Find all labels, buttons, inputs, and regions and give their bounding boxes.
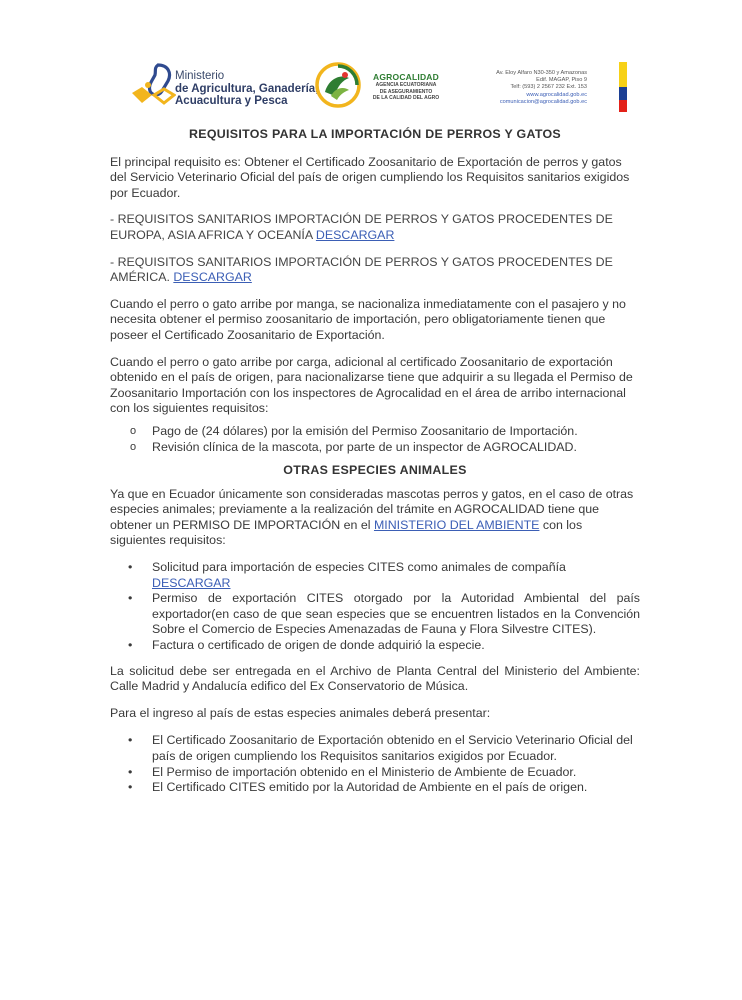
arrival-by-sleeve-paragraph: Cuando el perro o gato arribe por manga, se nacionaliza inmediatamente con el pasajero y no necesita obtener el permiso zoosanitario de importación, pero obligatoriamente tienen que poseer el Certificado Zoosanitario de Exportación. [110,296,626,342]
bullet-icon: • [128,764,133,779]
ecuador-flag-icon [619,62,627,112]
list-item [128,560,640,591]
agency-subtitle-1: AGENCIA ECUATORIANA [375,82,437,88]
ministry-environment-link[interactable]: MINISTERIO DEL AMBIENTE [373,517,540,532]
contact-address: Av. Eloy Alfaro N30-350 y Amazonas [496,70,587,76]
bullet-icon: • [128,638,133,653]
ministry-line-2: de Agricultura, Ganadería, [175,82,319,95]
list-item [130,440,640,456]
cites-export-permit-item: Permiso de exportación CITES otorgado por la Autoridad Ambiental del país exportador(en caso de que sean especies que se encuentren listados en la Convención Sobre el Comercio de Especies Amenazadas de Fauna y Flora Silvestre CITES). [152,591,640,637]
other-species-text: Ya que en Ecuador únicamente son consideradas mascotas perros y gatos, en el caso de otras especies animales; previamente a la realización del trámite en AGROCALIDAD tiene que obtener un PERMISO DE IMPORTACIÓN en el [110,486,634,532]
download-link-america[interactable]: DESCARGAR [173,270,252,285]
ministry-logo-icon [128,63,176,109]
entry-requirement-cites: El Certificado CITES emitido por la Autoridad de Ambiente en el país de origen. [152,780,588,795]
list-item [128,733,640,764]
entry-requirements-paragraph: Para el ingreso al país de estas especies animales deberá presentar: [110,705,491,720]
document-body [110,127,640,806]
agrocalidad-name [366,72,446,102]
flag-blue-stripe [619,87,627,100]
list-item [130,424,640,440]
agrocalidad-logo-icon [315,62,361,108]
origin-invoice-item: Factura o certificado de origen de donde adquirió la especie. [152,638,485,653]
list-item [128,780,640,796]
contact-email[interactable]: comunicacion@agrocalidad.gob.ec [499,98,587,105]
cargo-requirement-payment: Pago de (24 dólares) por la emisión del Permiso Zoosanitario de Importación. [152,423,578,438]
intro-paragraph: El principal requisito es: Obtener el Certificado Zoosanitario de Exportación de perros y gatos del Servicio Veterinario Oficial del país de origen cumpliendo los Requisitos sanitarios exigidos por Ecuador. [110,154,630,200]
bullet-icon: • [128,733,133,748]
cargo-requirement-inspection: Revisión clínica de la mascota, por parte de un inspector de AGROCALIDAD. [152,439,577,454]
cites-request-item [152,560,640,591]
requirements-america-text: - REQUISITOS SANITARIOS IMPORTACIÓN DE PERROS Y GATOS PROCEDENTES DE AMÉRICA. [110,254,613,285]
agency-name: AGROCALIDAD [373,72,439,82]
arrival-by-cargo-paragraph: Cuando el perro o gato arribe por carga, adicional al certificado Zoosanitario de exportación obtenido en el país de origen, para nacionalizarse tiene que adquirir a su llegada el Permiso de Zoosanitario Importación con los inspectores de Agrocalidad en el área de arribo internacional con los siguientes requisitos: [110,354,633,416]
entry-requirements-list [110,733,640,795]
cargo-requirements-list [110,424,640,455]
other-species-paragraph [110,487,640,549]
download-link-europe-asia[interactable]: DESCARGAR [315,227,395,242]
requirements-america [110,255,640,286]
requirements-europe-asia [110,212,640,243]
ministry-name [175,70,318,108]
list-item [128,591,640,638]
contact-block [465,70,587,106]
letterhead [120,58,640,118]
bullet-icon: • [128,560,133,575]
flag-yellow-stripe [619,62,627,87]
agency-subtitle-2: DE ASEGURAMIENTO [379,88,433,95]
other-species-suffix: con los siguientes requisitos: [110,517,583,548]
list-item [128,638,640,654]
contact-phone: Telf: (593) 2 2567 232 Ext. 153 [510,84,587,91]
other-species-requirements-list [110,560,640,654]
ministry-line-1: Ministerio [175,70,225,82]
list-item [128,765,640,781]
section-title-other-species: OTRAS ESPECIES ANIMALES [283,463,467,478]
agency-subtitle-3: DE LA CALIDAD DEL AGRO [372,95,440,101]
contact-building: Edif. MAGAP, Piso 9 [536,77,587,84]
bullet-icon: • [128,780,133,795]
ministry-line-3: Acuacultura y Pesca [175,95,288,107]
bullet-icon: • [128,591,133,606]
contact-website[interactable]: www.agrocalidad.gob.ec [526,91,587,98]
entry-requirement-certificate: El Certificado Zoosanitario de Exportación obtenido en el Servicio Veterinario Oficial del país de origen cumpliendo los Requisitos sanitarios exigidos por Ecuador. [152,733,633,763]
cites-request-text: Solicitud para importación de especies CITES como animales de compañía [152,560,566,575]
entry-requirement-permit: El Permiso de importación obtenido en el Ministerio de Ambiente de Ecuador. [152,764,577,779]
page-title: REQUISITOS PARA LA IMPORTACIÓN DE PERROS Y GATOS [189,127,561,141]
circle-bullet-icon: o [130,440,137,453]
requirements-europe-asia-text: - REQUISITOS SANITARIOS IMPORTACIÓN DE PERROS Y GATOS PROCEDENTES DE EUROPA, ASIA AFRICA Y OCEANÍA [110,212,613,242]
download-link-cites[interactable]: DESCARGAR [152,575,231,590]
circle-bullet-icon: o [130,424,137,437]
submission-paragraph: La solicitud debe ser entregada en el Archivo de Planta Central del Ministerio del Ambiente: Calle Madrid y Andalucía edifico del Ex Conservatorio de Música. [110,663,640,694]
flag-red-stripe [619,100,627,113]
